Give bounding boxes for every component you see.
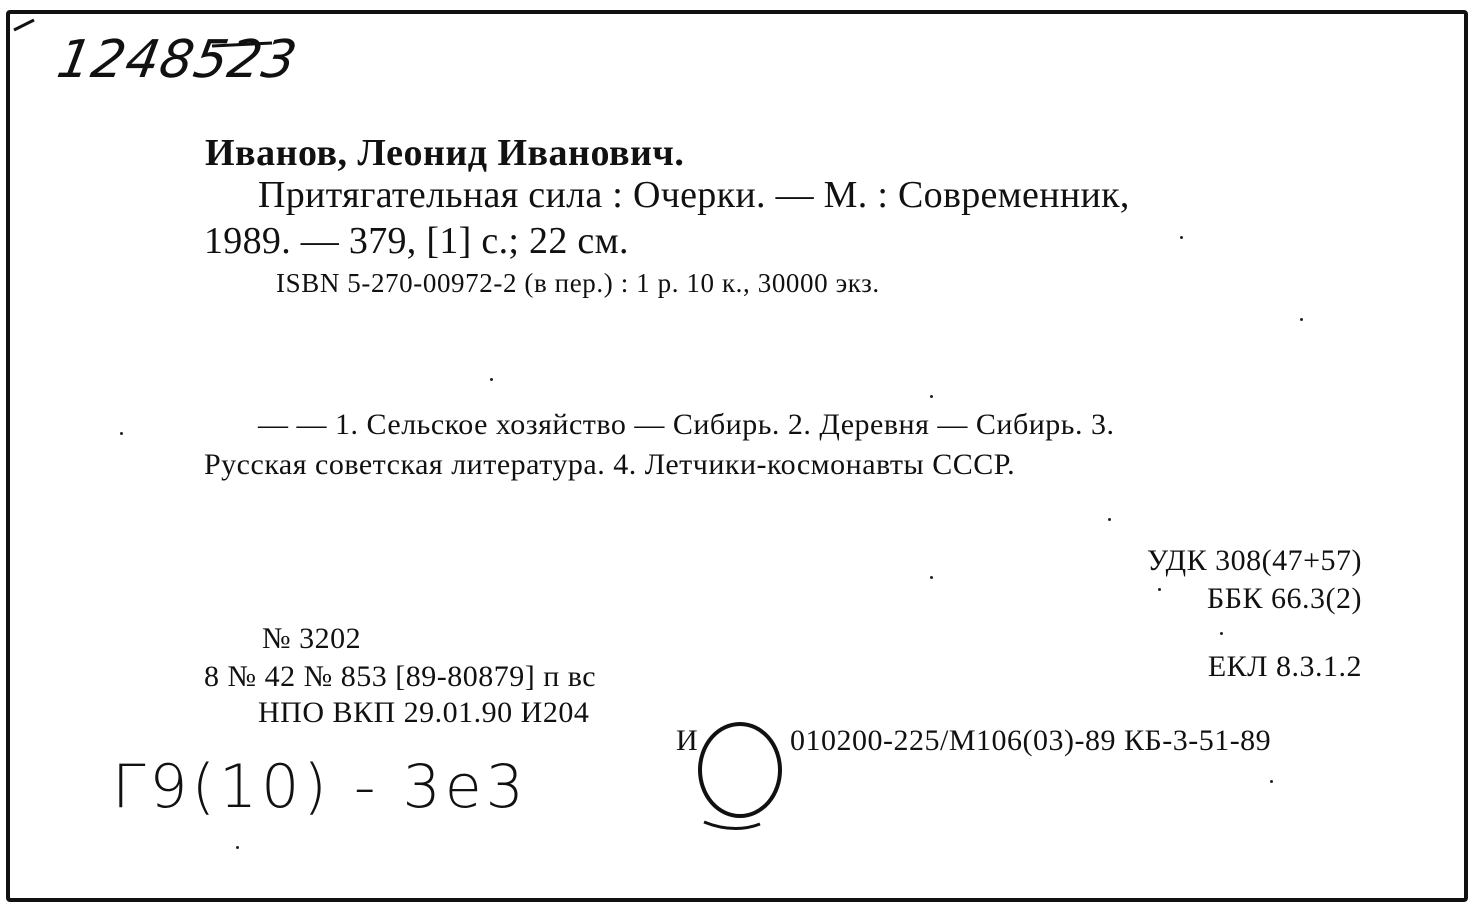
stamp-circle [694, 712, 794, 832]
speck [1108, 518, 1111, 521]
npo-line: НПО ВКП 29.01.90 И204 [258, 696, 590, 729]
author-heading: Иванов, Леонид Иванович. [205, 132, 685, 174]
speck [1158, 588, 1161, 591]
speck [1300, 318, 1303, 321]
handwritten-note: Г9(10) - 3е3 [112, 752, 528, 822]
speck [930, 395, 933, 398]
speck [1270, 780, 1273, 783]
corner-mark [12, 16, 52, 36]
inventory-underline [210, 40, 280, 50]
speck [120, 432, 123, 435]
speck [236, 846, 239, 849]
subjects-line-1: — — 1. Сельское хозяйство — Сибирь. 2. Деревня — Сибирь. 3. [258, 408, 1115, 441]
speck [930, 576, 933, 579]
ekl-code: ЕКЛ 8.3.1.2 [1207, 650, 1362, 683]
udk-code: УДК 308(47+57) [1146, 544, 1362, 577]
order-line: 8 № 42 № 853 [89-80879] п вс [204, 660, 597, 693]
card-number: № 3202 [262, 622, 362, 655]
isbn-line: ISBN 5-270-00972-2 (в пер.) : 1 р. 10 к., 30000 экз. [276, 268, 880, 298]
speck [490, 378, 493, 381]
imprint-line: 1989. — 379, [1] с.; 22 см. [204, 220, 629, 262]
title-line: Притягательная сила : Очерки. — М. : Современник, [258, 174, 1130, 216]
speck [1220, 632, 1223, 635]
subjects-line-2: Русская советская литература. 4. Летчики-космонавты СССР. [204, 448, 1016, 481]
bbk-code: ББК 66.3(2) [1207, 582, 1362, 615]
code-line: 010200-225/М106(03)-89 КБ-3-51-89 [790, 724, 1272, 757]
code-prefix: И [676, 724, 699, 757]
inventory-number: 1248523 [52, 30, 302, 90]
speck [1180, 236, 1183, 239]
